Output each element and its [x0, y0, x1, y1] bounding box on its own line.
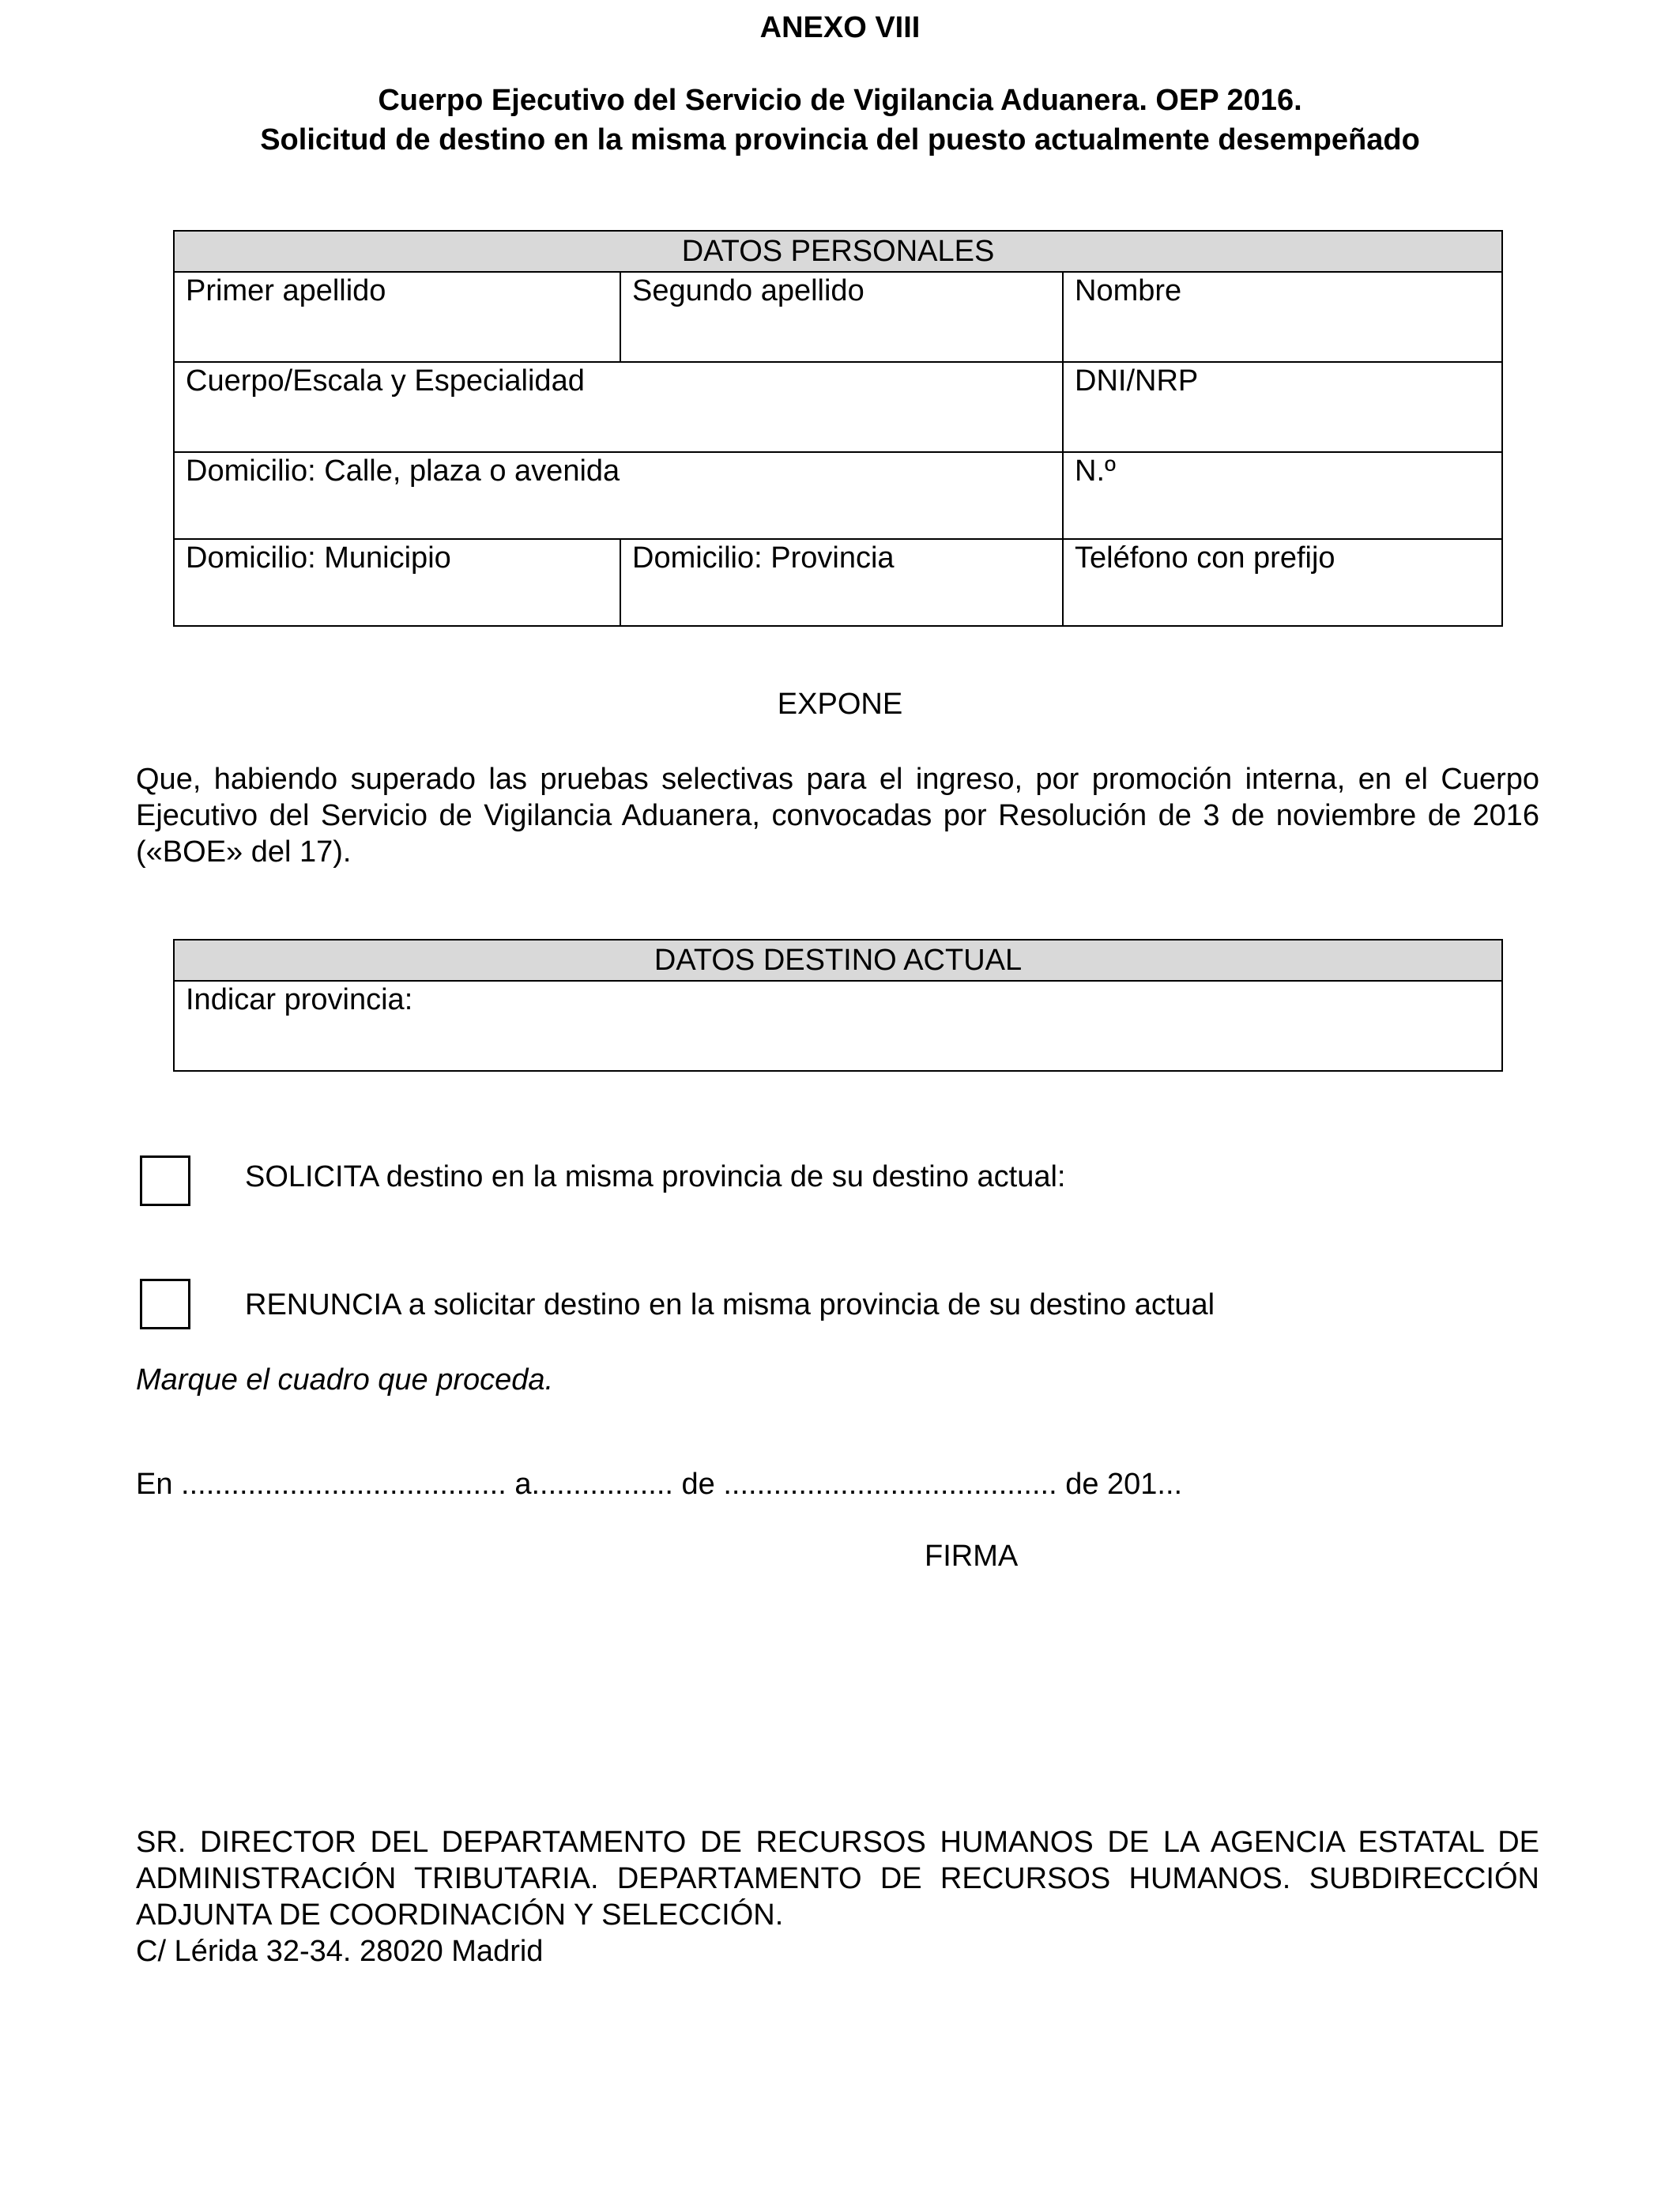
provincia-actual-field[interactable]: [174, 981, 1502, 1071]
primer-apellido-label: Primer apellido: [186, 274, 386, 307]
instruction-note: Marque el cuadro que proceda.: [136, 1363, 554, 1397]
primer-apellido-field[interactable]: [174, 272, 620, 362]
telefono-field[interactable]: [1063, 539, 1502, 626]
form-subtitle: Solicitud de destino en la misma provincia del puesto actualmente desempeñado: [260, 123, 1420, 156]
signature-label: FIRMA: [925, 1540, 1019, 1573]
segundo-apellido-label: Segundo apellido: [632, 274, 864, 307]
form-title: Cuerpo Ejecutivo del Servicio de Vigilancia Aduanera. OEP 2016.: [378, 84, 1302, 117]
dni-field[interactable]: [1063, 362, 1502, 452]
nombre-field[interactable]: [1063, 272, 1502, 362]
provincia-actual-label: Indicar provincia:: [186, 983, 413, 1016]
addressee-text: SR. DIRECTOR DEL DEPARTAMENTO DE RECURSOS HUMANOS DE LA AGENCIA ESTATAL DE ADMINISTRACIÓN TRIBUTARIA. DEPARTAMENTO DE RECURSOS HUMANOS. SUBDIRECCIÓN ADJUNTA DE COORDINACIÓN Y SELECCIÓN.: [136, 1826, 1539, 1932]
cuerpo-field[interactable]: [174, 362, 1063, 452]
annex-title: ANEXO VIII: [759, 11, 921, 44]
personal-data-header: DATOS PERSONALES: [174, 231, 1502, 272]
personal-data-table: [173, 230, 1503, 627]
addressee-block: [136, 1824, 1539, 1970]
municipio-field[interactable]: [174, 539, 620, 626]
telefono-label: Teléfono con prefijo: [1075, 541, 1335, 575]
cuerpo-label: Cuerpo/Escala y Especialidad: [186, 364, 585, 398]
solicita-checkbox[interactable]: [140, 1155, 190, 1206]
renuncia-option-label: RENUNCIA a solicitar destino en la misma provincia de su destino actual: [245, 1288, 1215, 1321]
numero-label: N.º: [1075, 454, 1116, 488]
solicita-option-label: SOLICITA destino en la misma provincia de su destino actual:: [245, 1160, 1066, 1193]
provincia-field[interactable]: [620, 539, 1063, 626]
nombre-label: Nombre: [1075, 274, 1182, 307]
addressee-address: C/ Lérida 32-34. 28020 Madrid: [136, 1935, 544, 1968]
expone-paragraph: Que, habiendo superado las pruebas selectivas para el ingreso, por promoción interna, en el Cuerpo Ejecutivo del Servicio de Vigilancia Aduanera, convocadas por Resolución de 3 de noviembre de 2016 («BOE» del 17).: [136, 763, 1539, 869]
place-date-line[interactable]: En ....................................... a................. de ........................................ de 201...: [136, 1468, 1183, 1501]
municipio-label: Domicilio: Municipio: [186, 541, 451, 575]
domicilio-calle-field[interactable]: [174, 452, 1063, 539]
segundo-apellido-field[interactable]: [620, 272, 1063, 362]
expone-heading: EXPONE: [777, 688, 903, 721]
renuncia-checkbox[interactable]: [140, 1279, 190, 1329]
domicilio-calle-label: Domicilio: Calle, plaza o avenida: [186, 454, 620, 488]
current-destination-header: DATOS DESTINO ACTUAL: [174, 940, 1502, 981]
numero-field[interactable]: [1063, 452, 1502, 539]
dni-label: DNI/NRP: [1075, 364, 1199, 398]
provincia-label: Domicilio: Provincia: [632, 541, 895, 575]
current-destination-table: [173, 939, 1503, 1072]
